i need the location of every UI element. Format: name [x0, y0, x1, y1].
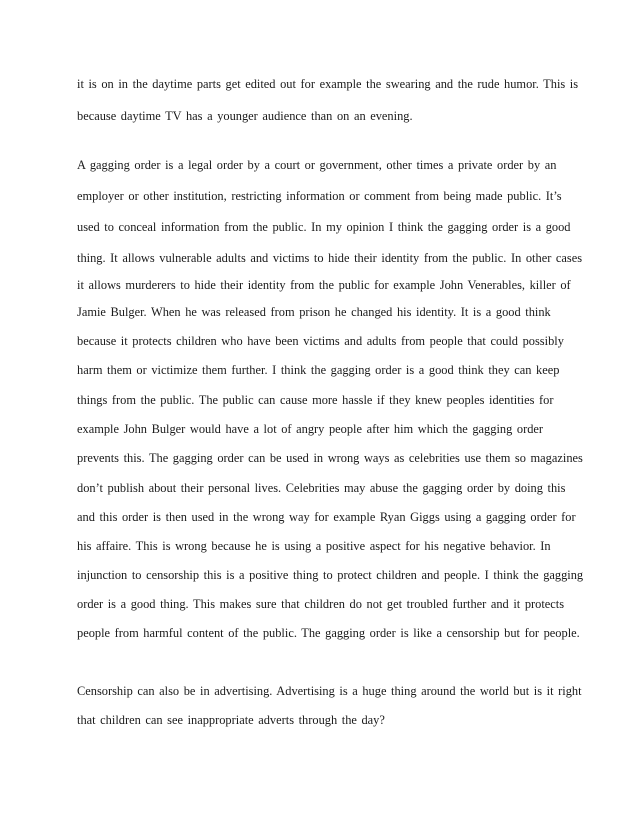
paragraph-2-line-9: things from the public. The public can cause more hassle if they knew peoples identities for [77, 393, 554, 407]
paragraph-2-line-14: his affaire. This is wrong because he is using a positive aspect for his negative behavior. In [77, 539, 551, 553]
paragraph-2-line-3: used to conceal information from the public. In my opinion I think the gagging order is a good [77, 220, 571, 234]
paragraph-3-line-2: that children can see inappropriate adverts through the day? [77, 713, 385, 727]
paragraph-2-line-10: example John Bulger would have a lot of angry people after him which the gagging order [77, 422, 544, 436]
paragraph-1-line-2: because daytime TV has a younger audience than on an evening. [77, 109, 413, 123]
paragraph-2-line-5: it allows murderers to hide their identity from the public for example John Venerables, killer of [77, 278, 571, 292]
paragraph-2-line-4: thing. It allows vulnerable adults and victims to hide their identity from the public. In other cases [77, 251, 583, 265]
paragraph-3-line-1: Censorship can also be in advertising. Advertising is a huge thing around the world but is it right [77, 684, 582, 698]
paragraph-2-line-7: because it protects children who have been victims and adults from people that could possibly [77, 334, 564, 348]
paragraph-2-line-8: harm them or victimize them further. I think the gagging order is a good think they can keep [77, 363, 560, 377]
paragraph-2-line-15: injunction to censorship this is a positive thing to protect children and people. I think the gagging [77, 568, 584, 582]
paragraph-2-line-6: Jamie Bulger. When he was released from prison he changed his identity. It is a good think [77, 305, 551, 319]
paragraph-2-line-17: people from harmful content of the public. The gagging order is like a censorship but for people. [77, 626, 580, 640]
paragraph-1-line-1: it is on in the daytime parts get edited out for example the swearing and the rude humor. This is [77, 77, 579, 91]
paragraph-2-line-1: A gagging order is a legal order by a court or government, other times a private order by an [77, 158, 557, 172]
paragraph-2-line-2: employer or other institution, restricting information or comment from being made public. It’s [77, 189, 562, 203]
paragraph-2-line-11: prevents this. The gagging order can be used in wrong ways as celebrities use them so magazines [77, 451, 583, 465]
paragraph-2-line-12: don’t publish about their personal lives. Celebrities may abuse the gagging order by doing this [77, 481, 566, 495]
paragraph-2-line-16: order is a good thing. This makes sure that children do not get troubled further and it protects [77, 597, 565, 611]
paragraph-2-line-13: and this order is then used in the wrong way for example Ryan Giggs using a gagging order for [77, 510, 576, 524]
